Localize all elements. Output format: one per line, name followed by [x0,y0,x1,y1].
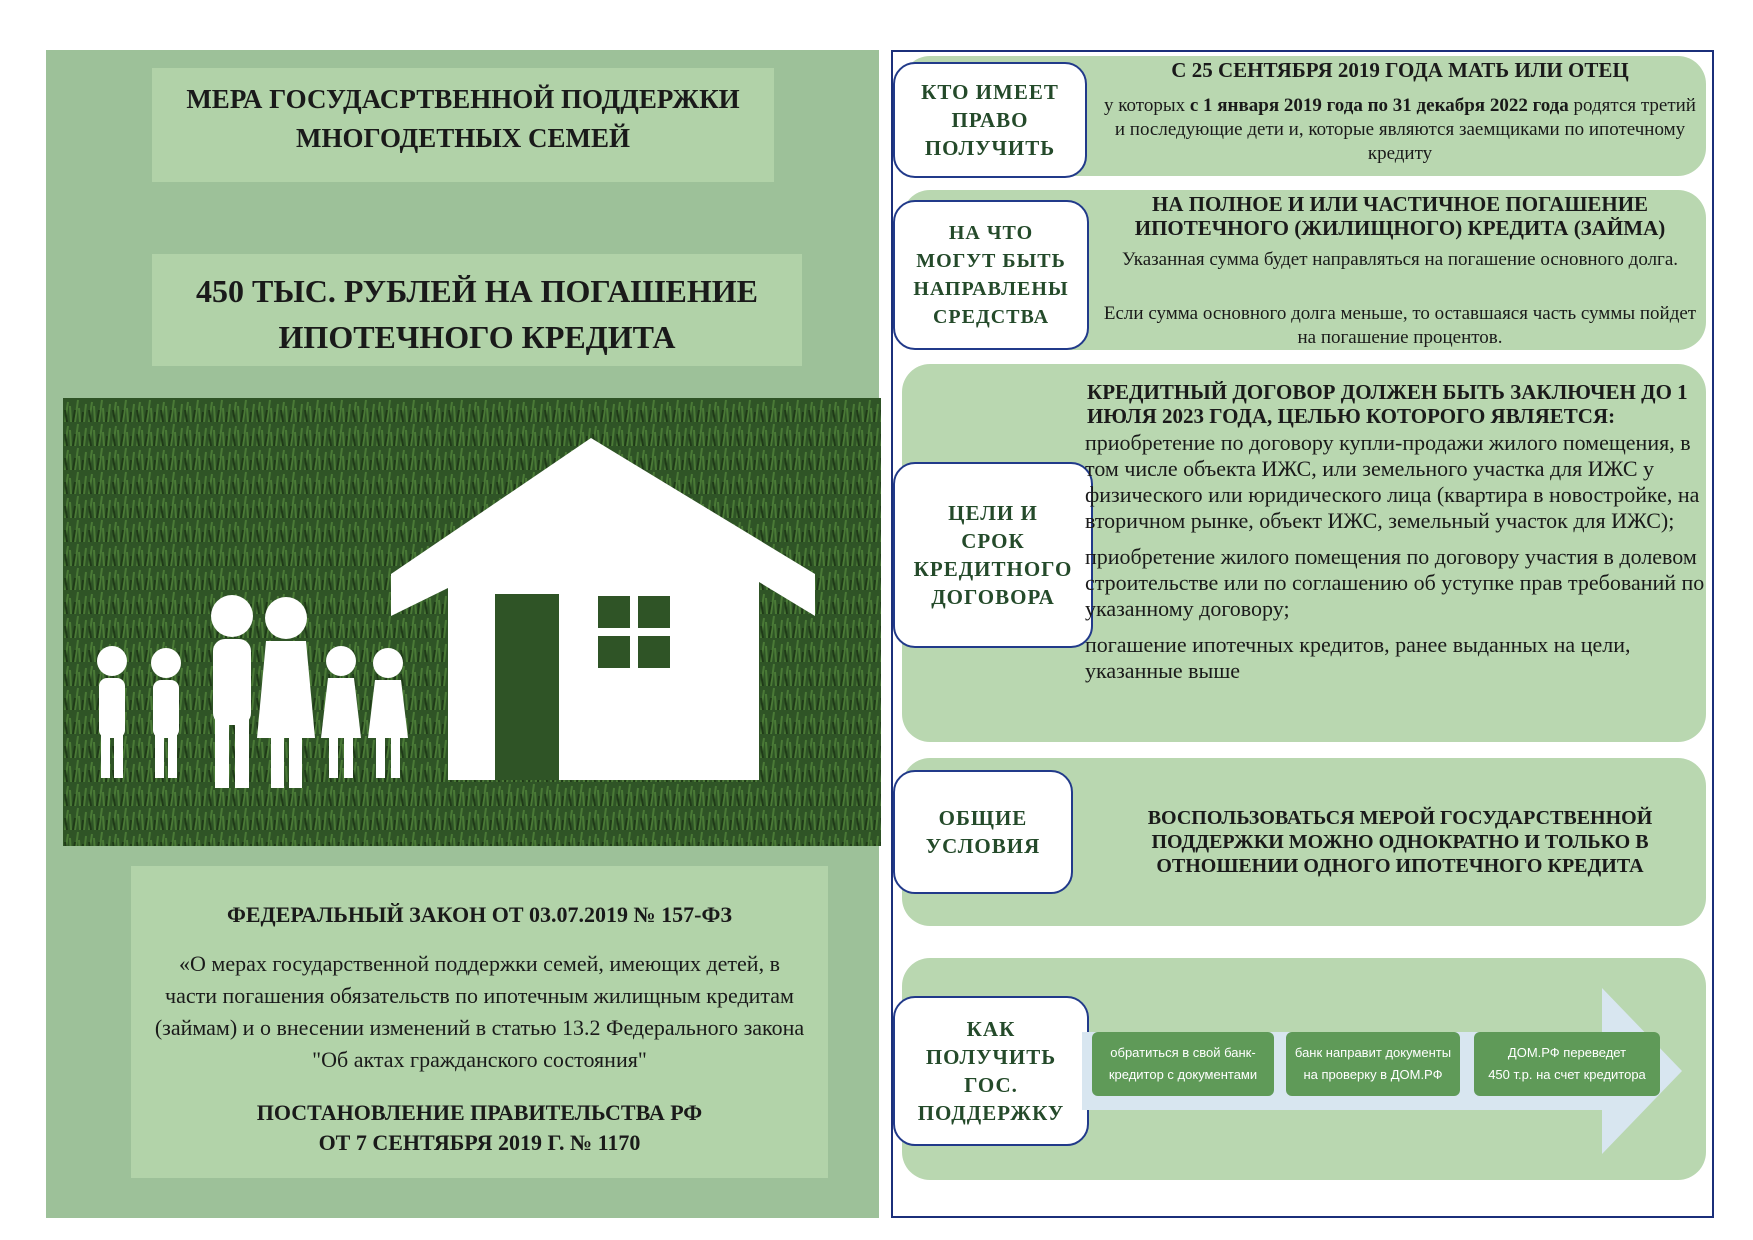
who-text [1100,94,1700,166]
step-1 [1092,1032,1274,1096]
step-1-text: обратиться в свой банк- кредитор с документами [1108,1045,1258,1082]
step-3 [1474,1032,1660,1096]
label-general-text: ОБЩИЕ УСЛОВИЯ [925,806,1041,858]
label-how-text: КАК ПОЛУЧИТЬ ГОС. ПОДДЕРЖКУ [917,1017,1065,1125]
goals-list [1085,430,1705,694]
step-2-text: банк направит документы на проверку в ДОМ.РФ [1294,1045,1452,1082]
goal-item: погашение ипотечных кредитов, ранее выданных на цели, указанные выше [1085,632,1631,683]
general-heading: ВОСПОЛЬЗОВАТЬСЯ МЕРОЙ ГОСУДАРСТВЕННОЙ ПОДДЕРЖКИ МОЖНО ОДНОКРАТНО И ТОЛЬКО В ОТНОШЕНИИ ОДНОГО ИПОТЕЧНОГО КРЕДИТА [1147,807,1653,877]
label-general [893,770,1073,894]
label-how [893,996,1089,1146]
goal-item: приобретение жилого помещения по договору участия в долевом строительстве или по соглашению об уступке прав требований по указанному договору; [1085,544,1705,621]
label-what [893,200,1089,350]
page-title [152,68,774,182]
step-2 [1286,1032,1460,1096]
label-who-text: КТО ИМЕЕТ ПРАВО ПОЛУЧИТЬ [921,80,1059,160]
family-house-photo [63,398,881,846]
amount-heading [152,254,802,366]
title-line-1: МЕРА ГОСУДАСРТВЕННОЙ ПОДДЕРЖКИ МНОГОДЕТНЫХ СЕМЕЙ [186,84,740,153]
label-goals [893,462,1093,648]
who-heading: С 25 СЕНТЯБРЯ 2019 ГОДА МАТЬ ИЛИ ОТЕЦ [1171,58,1629,82]
law-description: «О мерах государственной поддержки семей, имеющих детей, в части погашения обязательств по ипотечным жилищным кредитам (займам) и о внесении изменений в статью 13.2 Федерального закона "Об актах гражданского состояния" [154,951,805,1072]
decree-text: ПОСТАНОВЛЕНИЕ ПРАВИТЕЛЬСТВА РФ ОТ 7 СЕНТЯБРЯ 2019 Г. № 1170 [256,1100,703,1155]
label-what-text: НА ЧТО МОГУТ БЫТЬ НАПРАВЛЕНЫ СРЕДСТВА [913,222,1069,328]
label-who [893,62,1087,178]
who-text-b: с 1 января 2019 года по 31 декабря 2022 года [1189,95,1569,116]
goals-heading: КРЕДИТНЫЙ ДОГОВОР ДОЛЖЕН БЫТЬ ЗАКЛЮЧЕН ДО 1 ИЮЛЯ 2023 ГОДА, ЦЕЛЬЮ КОТОРОГО ЯВЛЯЕТСЯ: [1087,380,1688,428]
law-box [131,866,828,1178]
law-title: ФЕДЕРАЛЬНЫЙ ЗАКОН ОТ 03.07.2019 № 157-ФЗ [226,902,732,927]
goal-item: приобретение по договору купли-продажи жилого помещения, в том числе объекта ИЖС, или земельного участка для ИЖС у физического или юридического лица (квартира в новостройке, на вторичном рынке, объект ИЖС, земельный участок для ИЖС); [1085,430,1700,533]
who-text-c: родятся третий и последующие дети и, которые являются заемщиками по ипотечному кредиту [1114,95,1696,164]
what-text-1: Указанная сумма будет направляться на погашение основного долга. [1121,249,1679,270]
amount-text: 450 ТЫС. РУБЛЕЙ НА ПОГАШЕНИЕ ИПОТЕЧНОГО КРЕДИТА [196,273,758,355]
who-text-a: у которых [1104,95,1190,116]
label-goals-text: ЦЕЛИ И СРОК КРЕДИТНОГО ДОГОВОРА [913,501,1073,609]
step-3-text: ДОМ.РФ переведет 450 т.р. на счет кредитора [1488,1045,1646,1082]
what-heading: НА ПОЛНОЕ И ИЛИ ЧАСТИЧНОЕ ПОГАШЕНИЕ ИПОТЕЧНОГО (ЖИЛИЩНОГО) КРЕДИТА (ЗАЙМА) [1134,192,1666,240]
what-text-2: Если сумма основного долга меньше, то оставшаяся часть суммы пойдет на погашение процентов. [1103,303,1697,348]
